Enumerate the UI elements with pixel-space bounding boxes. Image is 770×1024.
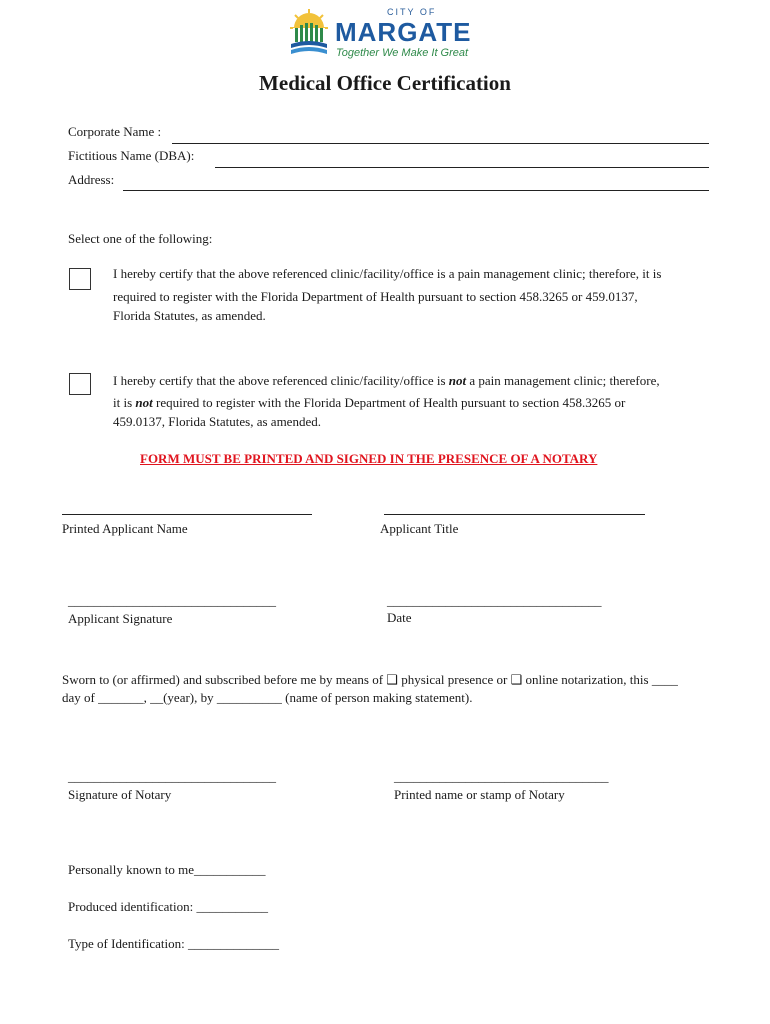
corporate-name-label: Corporate Name : [68, 124, 162, 139]
personally-known-field[interactable]: Personally known to me___________ [68, 862, 266, 877]
corporate-name-field[interactable] [172, 143, 709, 144]
address-label: Address: [68, 172, 115, 187]
date-label: Date [387, 610, 412, 625]
option2-line2-start: it is [113, 395, 136, 410]
printed-applicant-name-label: Printed Applicant Name [62, 521, 188, 536]
option2-line1-not: not [448, 373, 467, 388]
city-logo [287, 7, 487, 65]
option1-line2: required to register with the Florida Department of Health pursuant to section 458.3265 or 459.0137, [113, 289, 638, 304]
fictitious-name-field[interactable] [215, 167, 709, 168]
logo-city-of: CITY OF [387, 7, 437, 17]
pain-clinic-checkbox[interactable] [69, 268, 91, 290]
option2-line1-end: a pain management clinic; therefore, [466, 373, 660, 388]
option1-line1: I hereby certify that the above referenced clinic/facility/office is a pain management clinic; therefore, it is [113, 266, 662, 281]
type-of-identification-field[interactable]: Type of Identification: ______________ [68, 936, 280, 951]
produced-identification-field[interactable]: Produced identification: ___________ [68, 899, 269, 914]
option2-line3: 459.0137, Florida Statutes, as amended. [113, 414, 321, 429]
date-blank[interactable]: _________________________________ [387, 593, 602, 608]
notary-printed-name-blank[interactable]: _________________________________ [394, 769, 609, 784]
notary-signature-blank[interactable]: ________________________________ [68, 769, 276, 784]
option1-line3: Florida Statutes, as amended. [113, 308, 266, 323]
option2-line1 [113, 373, 660, 389]
sworn-statement-line1: Sworn to (or affirmed) and subscribed before me by means of ❑ physical presence or ❑ online notarization, this ____ [62, 672, 678, 687]
logo-emblem-icon [287, 8, 331, 60]
select-prompt: Select one of the following: [68, 231, 213, 246]
logo-name: MARGATE [335, 17, 472, 47]
option2-line2-end: required to register with the Florida Department of Health pursuant to section 458.3265 or [152, 395, 626, 410]
signature-of-notary-label: Signature of Notary [68, 787, 172, 802]
printed-name-stamp-label: Printed name or stamp of Notary [394, 787, 565, 802]
fictitious-name-label: Fictitious Name (DBA): [68, 148, 195, 163]
sworn-statement-line2: day of _______, __(year), by __________ (name of person making statement). [62, 690, 473, 705]
logo-tagline: Together We Make It Great [336, 47, 469, 59]
applicant-title-label: Applicant Title [380, 521, 459, 536]
not-pain-clinic-checkbox[interactable] [69, 373, 91, 395]
printed-applicant-name-line[interactable] [62, 514, 312, 515]
option2-line1-start: I hereby certify that the above referenced clinic/facility/office is [113, 373, 449, 388]
page-title: Medical Office Certification [259, 71, 511, 95]
applicant-signature-blank[interactable]: ________________________________ [68, 593, 276, 608]
address-field[interactable] [123, 190, 709, 191]
option2-line2-not: not [135, 395, 153, 410]
option2-line2 [113, 395, 625, 411]
applicant-title-line[interactable] [384, 514, 645, 515]
applicant-signature-label: Applicant Signature [68, 611, 173, 626]
notary-warning: FORM MUST BE PRINTED AND SIGNED IN THE PRESENCE OF A NOTARY [140, 451, 598, 466]
